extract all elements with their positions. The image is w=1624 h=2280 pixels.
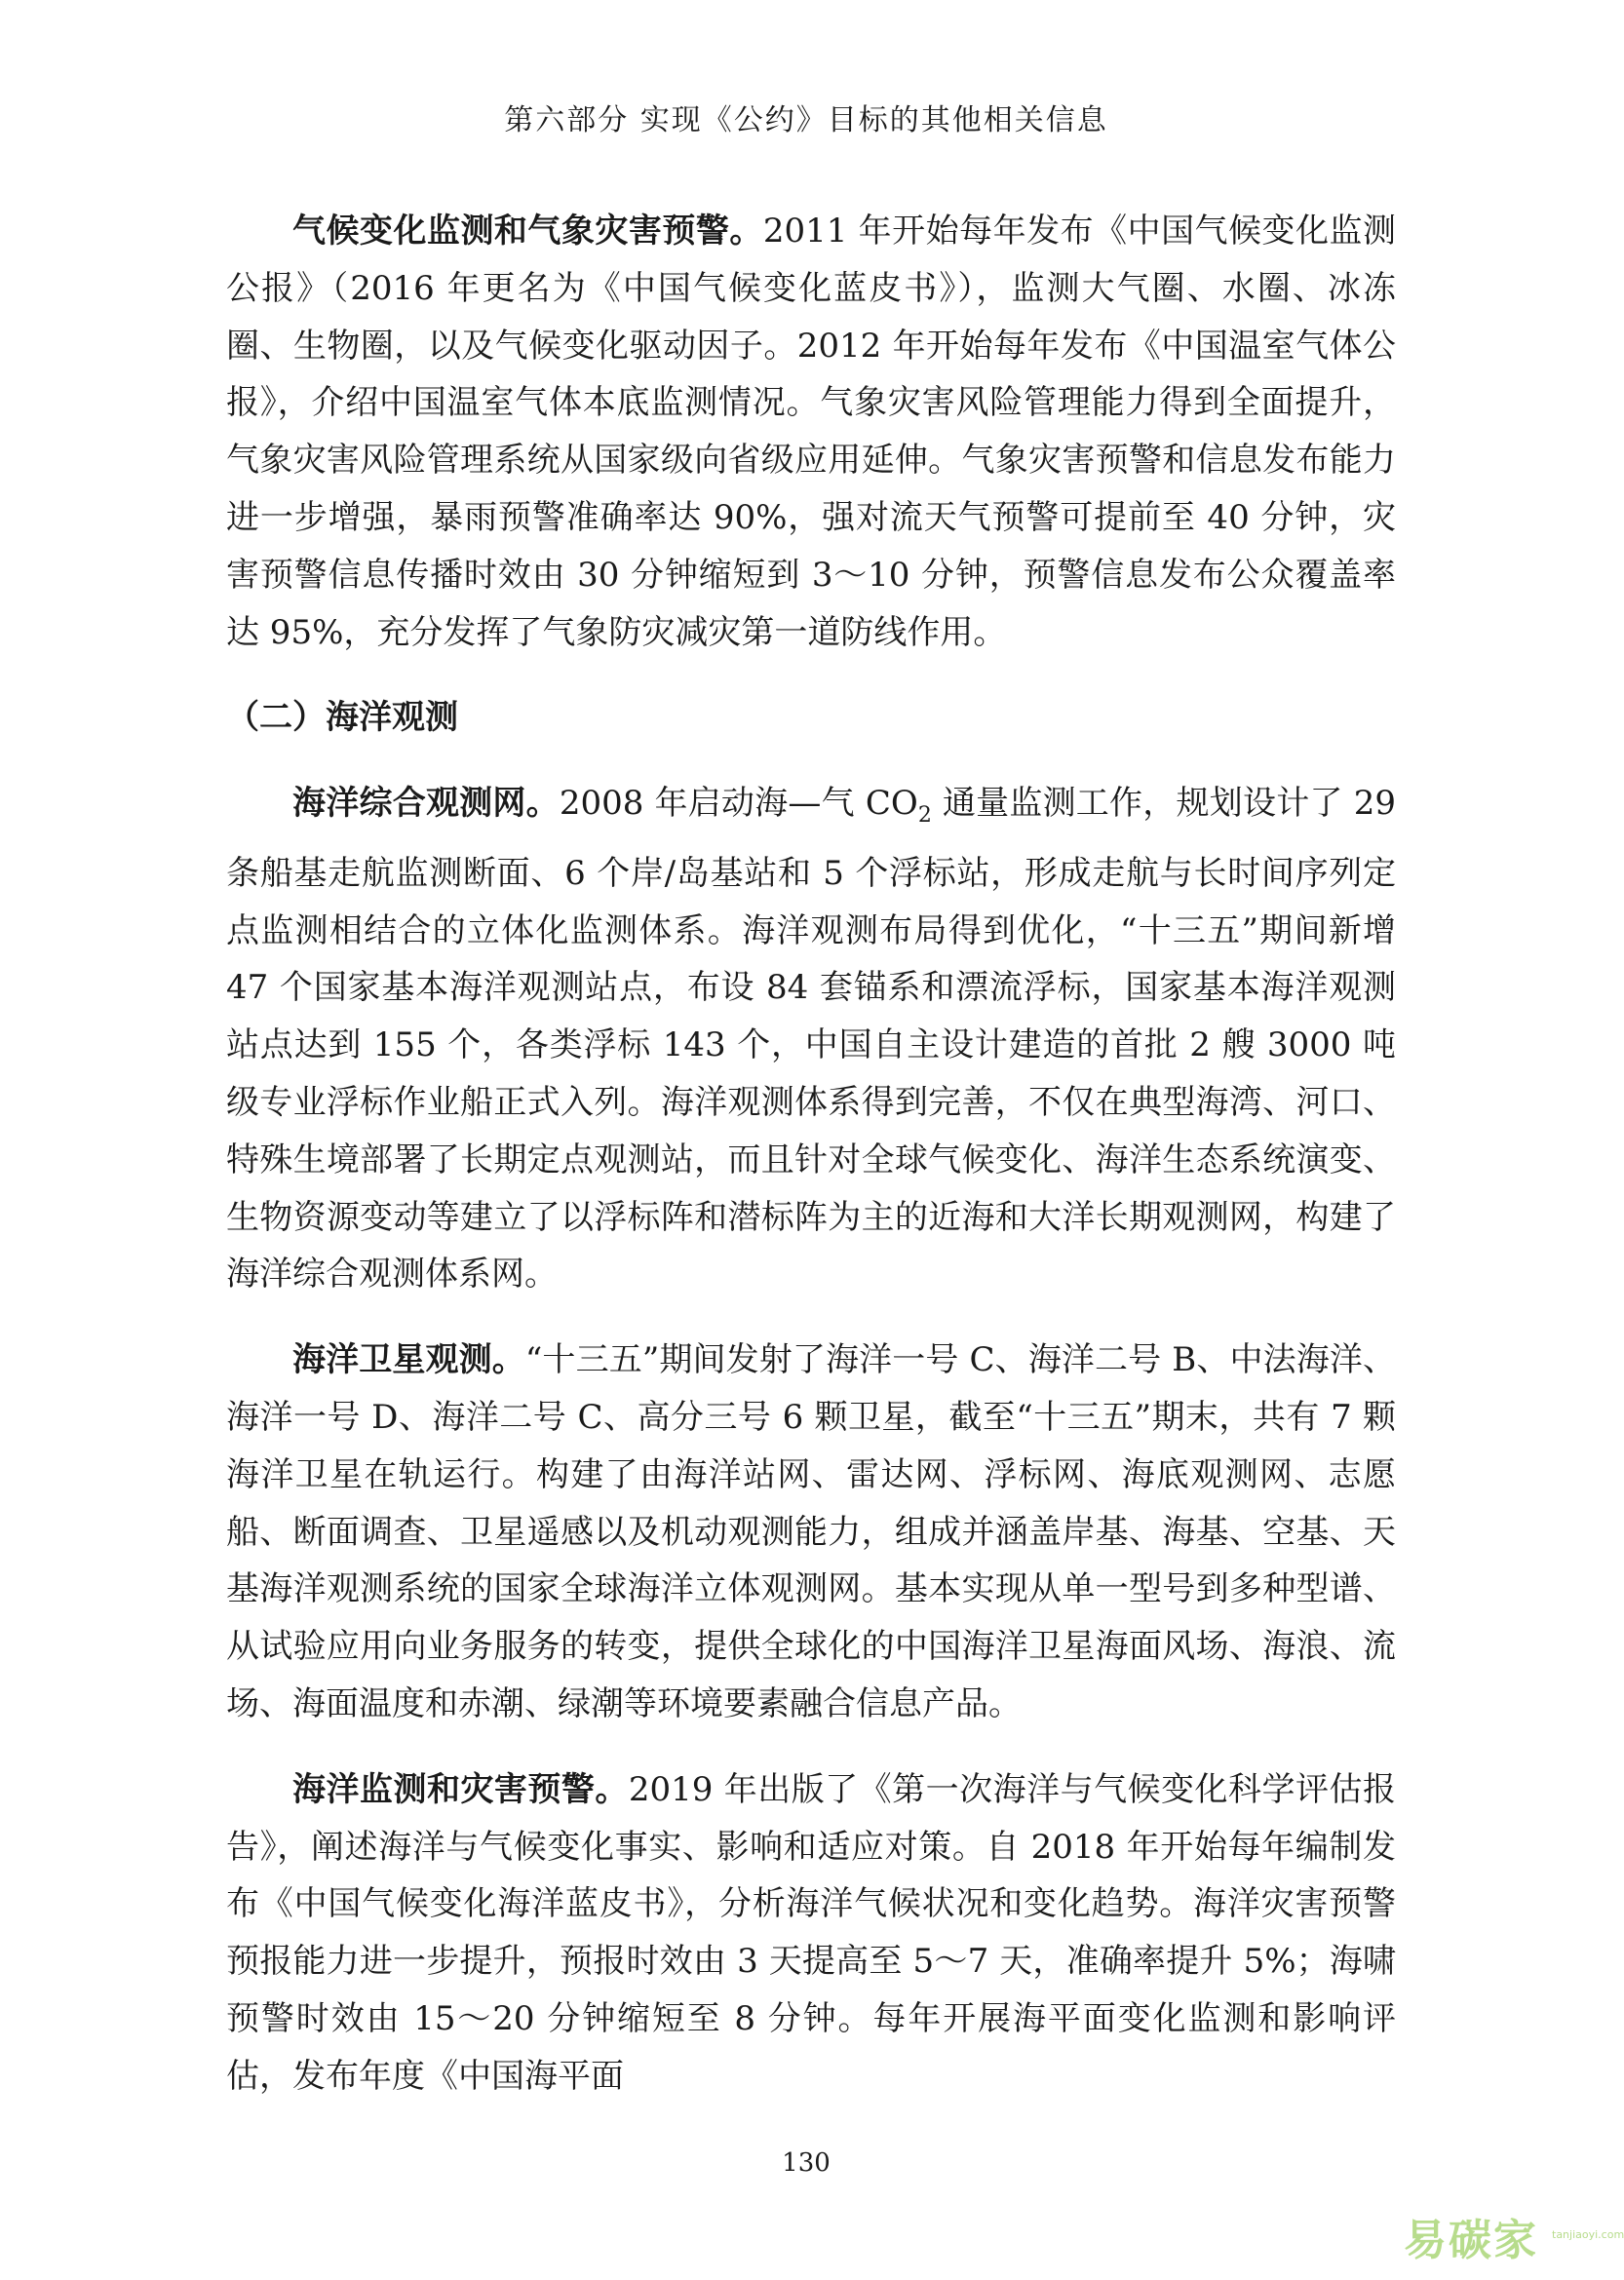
paragraph-climate-monitoring xyxy=(226,203,1396,661)
paragraph-body: 2011 年开始每年发布《中国气候变化监测公报》（2016 年更名为《中国气候变化蓝皮书》），监测大气圈、水圈、冰冻圈、生物圈，以及气候变化驱动因子。2012 年开始每年发布《中国温室气体公报》，介绍中国温室气体本底监测情况。气象灾害风险管理能力得到全面提升，气象灾害风险管理系统从国家级向省级应用延伸。气象灾害预警和信息发布能力进一步增强，暴雨预警准确率达 90%，强对流天气预警可提前至 40 分钟，灾害预警信息传播时效由 30 分钟缩短到 3～10 分钟，预警信息发布公众覆盖率达 95%，充分发挥了气象防灾减灾第一道防线作用。 xyxy=(226,212,1396,652)
subscript: 2 xyxy=(917,802,932,828)
paragraph-body: 2008 年启动海—气 CO xyxy=(559,784,918,824)
paragraph-lead: 海洋监测和灾害预警。 xyxy=(292,1769,629,1809)
page-number: 130 xyxy=(782,2148,831,2178)
paragraph-body-continued: 通量监测工作，规划设计了 29 条船基走航监测断面、6 个岸/岛基站和 5 个浮标站，形成走航与长时间序列定点监测相结合的立体化监测体系。海洋观测布局得到优化，“十三五”期间新增 47 个国家基本海洋观测站点，布设 84 套锚系和漂流浮标，国家基本海洋观测站点达到 155 个，各类浮标 143 个，中国自主设计建造的首批 2 艘 3000 吨级专业浮标作业船正式入列。海洋观测体系得到完善，不仅在典型海湾、河口、特殊生境部署了长期定点观测站，而且针对全球气候变化、海洋生态系统演变、生物资源变动等建立了以浮标阵和潜标阵为主的近海和大洋长期观测网，构建了海洋综合观测体系网。 xyxy=(226,784,1396,1295)
paragraph-ocean-network xyxy=(226,775,1396,1303)
section-heading-ocean-observation: （二）海洋观测 xyxy=(226,698,458,738)
paragraph-ocean-satellite xyxy=(226,1332,1396,1733)
watermark-domain: tanjiaoyi.com xyxy=(1552,2228,1624,2241)
paragraph-lead: 海洋综合观测网。 xyxy=(292,784,560,824)
page-header: 第六部分 实现《公约》目标的其他相关信息 xyxy=(504,103,1108,137)
paragraph-lead: 海洋卫星观测。 xyxy=(292,1340,525,1380)
paragraph-body: 2019 年出版了《第一次海洋与气候变化科学评估报告》，阐述海洋与气候变化事实、影响和适应对策。自 2018 年开始每年编制发布《中国气候变化海洋蓝皮书》，分析海洋气候状况和变化趋势。海洋灾害预警预报能力进一步提升，预报时效由 3 天提高至 5～7 天，准确率提升 5%；海啸预警时效由 15～20 分钟缩短至 8 分钟。每年开展海平面变化监测和影响评估，发布年度《中国海平面 xyxy=(226,1769,1396,2096)
paragraph-body: “十三五”期间发射了海洋一号 C、海洋二号 B、中法海洋、海洋一号 D、海洋二号 C、高分三号 6 颗卫星，截至“十三五”期末，共有 7 颗海洋卫星在轨运行。构建了由海洋站网、雷达网、浮标网、海底观测网、志愿船、断面调查、卫星遥感以及机动观测能力，组成并涵盖岸基、海基、空基、天基海洋观测系统的国家全球海洋立体观测网。基本实现从单一型号到多种型谱、从试验应用向业务服务的转变，提供全球化的中国海洋卫星海面风场、海浪、流场、海面温度和赤潮、绿潮等环境要素融合信息产品。 xyxy=(226,1340,1396,1723)
watermark-logo-text: 易碳家 xyxy=(1404,2216,1538,2265)
paragraph-ocean-disaster xyxy=(226,1761,1396,2106)
document-body xyxy=(226,203,1396,2134)
paragraph-lead: 气候变化监测和气象灾害预警。 xyxy=(292,212,763,251)
watermark-logo xyxy=(1404,2201,1624,2269)
